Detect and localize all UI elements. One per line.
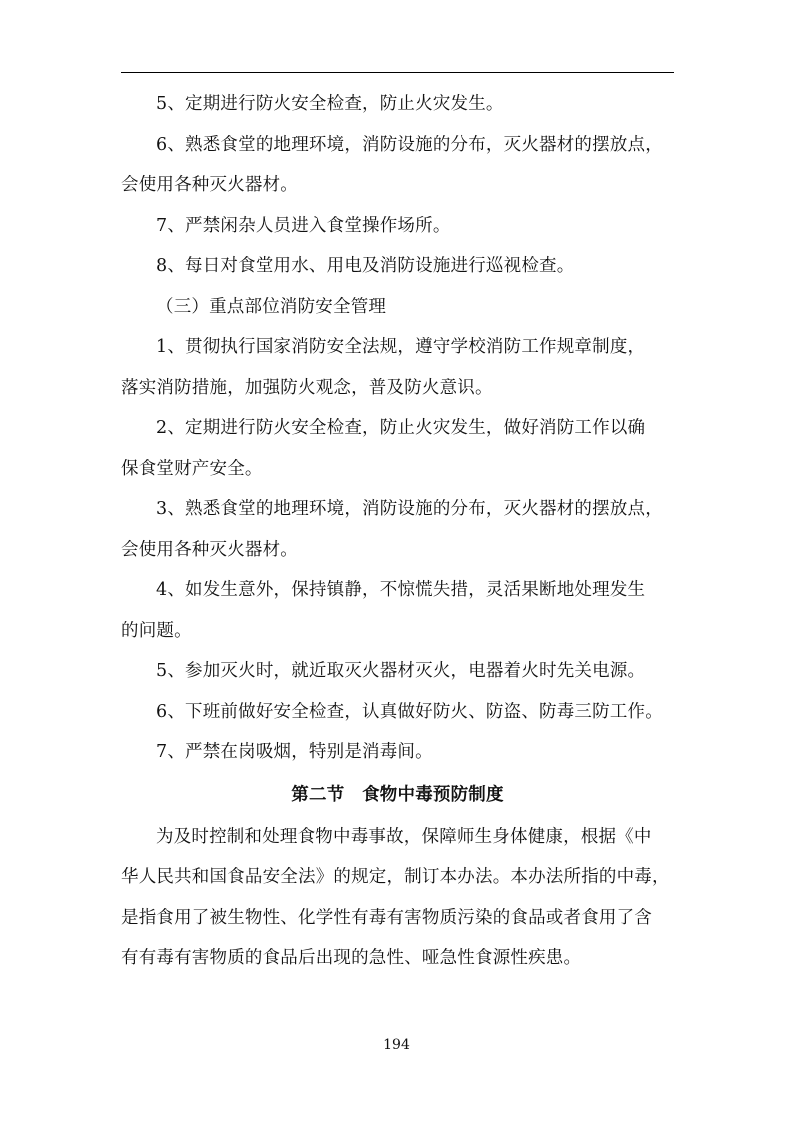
text-line: 2、定期进行防火安全检查，防止火灾发生，做好消防工作以确 xyxy=(156,418,646,438)
text-line: 7、严禁闲杂人员进入食堂操作场所。 xyxy=(156,215,451,236)
text-line: 7、严禁在岗吸烟，特别是消毒间。 xyxy=(156,742,433,762)
text-line: 保食堂财产安全。 xyxy=(121,458,263,479)
text-line: 5、参加灭火时，就近取灭火器材灭火，电器着火时先关电源。 xyxy=(156,661,646,681)
text-line: 6、下班前做好安全检查，认真做好防火、防盗、防毒三防工作。 xyxy=(156,701,663,722)
text-line: 3、熟悉食堂的地理环境，消防设施的分布，灭火器材的摆放点， xyxy=(156,499,663,519)
page-number: 194 xyxy=(383,1037,410,1053)
body-text xyxy=(121,84,674,979)
text-line: 8、每日对食堂用水、用电及消防设施进行巡视检查。 xyxy=(156,256,575,276)
text-line: 落实消防措施，加强防火观念，普及防火意识。 xyxy=(121,377,493,398)
text-line: 5、定期进行防火安全检查，防止火灾发生。 xyxy=(156,94,504,114)
paragraph-line: 为及时控制和处理食物中毒事故，保障师生身体健康，根据《中 xyxy=(156,826,652,847)
section-heading: 第二节 食物中毒预防制度 xyxy=(291,784,504,805)
subsection-heading: （三）重点部位消防安全管理 xyxy=(156,296,387,317)
text-line: 的问题。 xyxy=(121,620,192,641)
text-line: 1、贯彻执行国家消防安全法规，遵守学校消防工作规章制度， xyxy=(156,337,646,357)
text-line: 6、熟悉食堂的地理环境，消防设施的分布，灭火器材的摆放点， xyxy=(156,134,663,155)
text-line: 会使用各种灭火器材。 xyxy=(121,175,298,195)
paragraph-line: 是指食用了被生物性、化学性有毒有害物质污染的食品或者食用了含 xyxy=(121,907,652,928)
paragraph-line: 有有毒有害物质的食品后出现的急性、哑急性食源性疾患。 xyxy=(121,948,582,968)
paragraph-line: 华人民共和国食品安全法》的规定，制订本办法。本办法所指的中毒， xyxy=(121,867,670,887)
text-line: 会使用各种灭火器材。 xyxy=(121,539,298,560)
text-line: 4、如发生意外，保持镇静，不惊慌失措，灵活果断地处理发生 xyxy=(156,580,646,600)
header-rule xyxy=(121,72,674,73)
